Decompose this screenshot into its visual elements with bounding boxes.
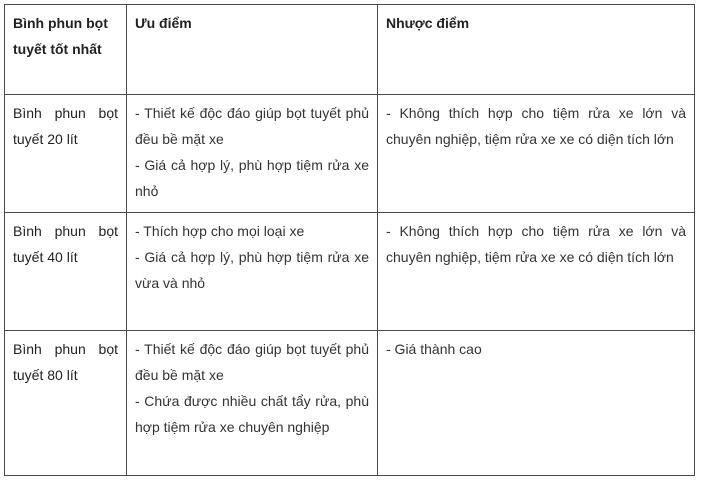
table-row — [5, 95, 695, 213]
cons-cell — [378, 213, 695, 331]
cons-item: - Không thích hợp cho tiệm rửa xe lớn và chuyên nghiệp, tiệm rửa xe xe có diện tích lớn — [386, 105, 686, 147]
table-header-row — [5, 5, 695, 95]
pros-cell — [127, 213, 378, 331]
cons-cell — [378, 331, 695, 476]
cons-cell — [378, 95, 695, 213]
comparison-table — [4, 4, 695, 476]
table-row — [5, 331, 695, 476]
header-product: Bình phun bọt tuyết tốt nhất — [5, 5, 127, 95]
cons-item: - Giá thành cao — [386, 341, 482, 357]
pros-item: - Chứa được nhiều chất tẩy rửa, phù hợp tiệm rửa xe chuyên nghiệp — [135, 393, 369, 435]
header-pros: Ưu điểm — [127, 5, 378, 95]
pros-cell — [127, 331, 378, 476]
pros-cell — [127, 95, 378, 213]
pros-item: - Thiết kế độc đáo giúp bọt tuyết phủ đều bề mặt xe — [135, 341, 369, 383]
pros-item: - Giá cả hợp lý, phù hợp tiệm rửa xe nhỏ — [135, 157, 369, 199]
product-name: Bình phun bọt tuyết 40 lít — [5, 213, 127, 331]
product-name: Bình phun bọt tuyết 80 lít — [5, 331, 127, 476]
cons-item: - Không thích hợp cho tiệm rửa xe lớn và chuyên nghiệp, tiệm rửa xe xe có diện tích lớn — [386, 223, 686, 265]
product-name: Bình phun bọt tuyết 20 lít — [5, 95, 127, 213]
header-cons: Nhược điểm — [378, 5, 695, 95]
pros-item: - Thích hợp cho mọi loại xe — [135, 223, 305, 239]
pros-item: - Giá cả hợp lý, phù hợp tiệm rửa xe vừa và nhỏ — [135, 249, 369, 291]
pros-item: - Thiết kế độc đáo giúp bọt tuyết phủ đều bề mặt xe — [135, 105, 369, 147]
table-row — [5, 213, 695, 331]
